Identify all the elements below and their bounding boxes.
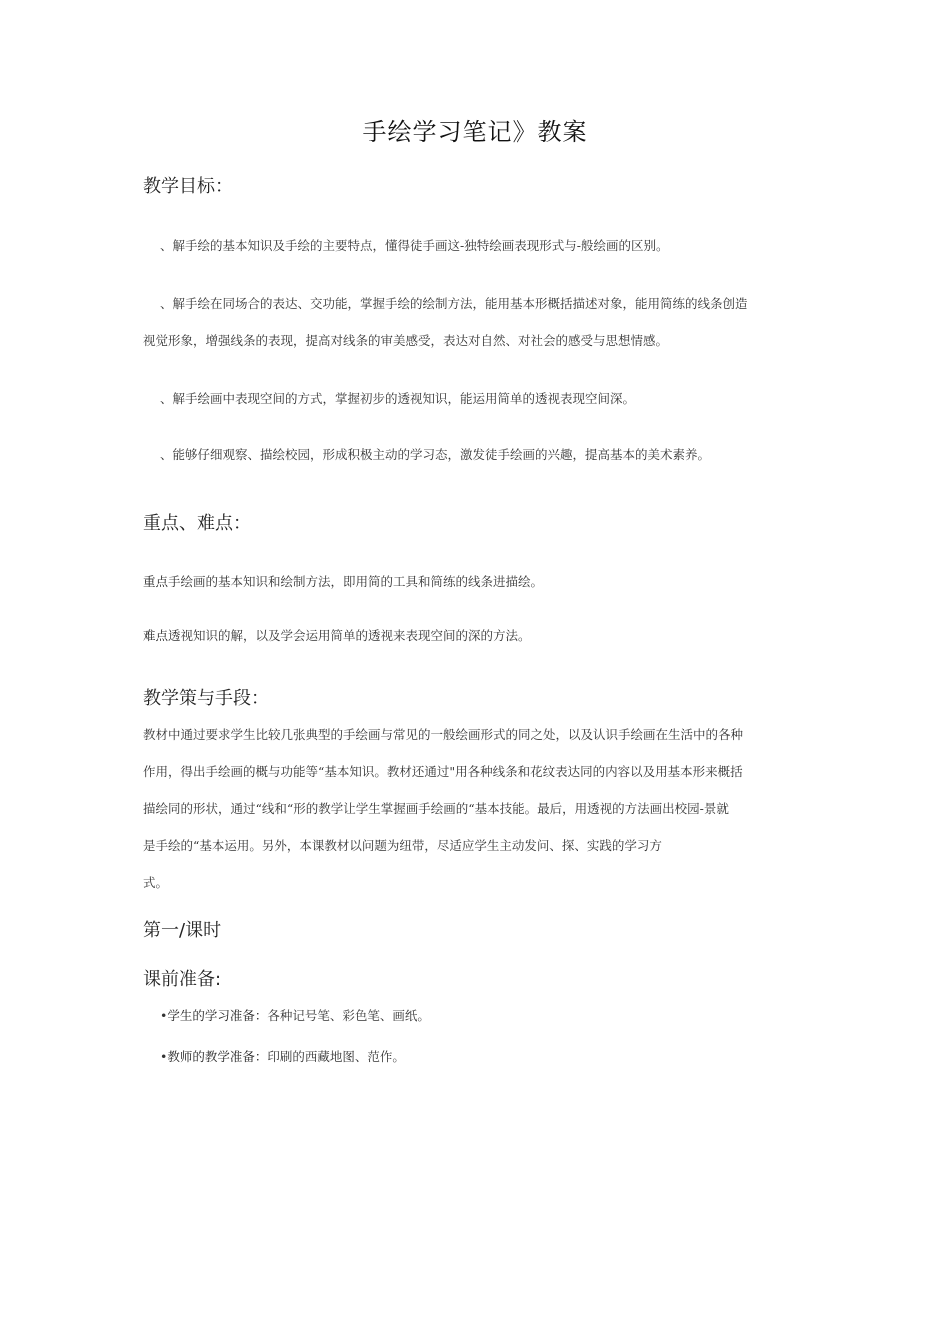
objective-item-1: 、解手绘的基本知识及手绘的主要特点，懂得徒手画这-独特绘画表现形式与-般绘画的区别。: [160, 238, 669, 253]
objective-item-4: 、能够仔细观察、描绘校园，形成积极主动的学习态，激发徒手绘画的兴趣，提高基本的美术素养。: [160, 447, 711, 462]
preparation-item-text: 印刷的西藏地图、范作。: [267, 1049, 405, 1064]
key-point-text: 手绘画的基本知识和绘制方法，即用简的工具和简练的线条进描绘。: [168, 574, 544, 589]
lesson-heading: 第一/课时: [143, 920, 222, 941]
objectives-heading: 教学目标：: [143, 176, 233, 197]
preparation-item-teacher: [160, 1047, 405, 1065]
bullet-icon: •: [160, 1008, 168, 1023]
key-point-line: [143, 572, 818, 590]
key-point-label: 重点: [143, 574, 169, 589]
key-points-heading: 重点、难点：: [143, 513, 251, 534]
preparation-item-label: 学生的学习准备：: [167, 1008, 268, 1023]
preparation-item-text: 各种记号笔、彩色笔、画纸。: [267, 1008, 430, 1023]
objective-item-3: 、解手绘画中表现空间的方式，掌握初步的透视知识，能运用简单的透视表现空间深。: [160, 391, 636, 406]
preparation-item-label: 教师的教学准备：: [167, 1049, 268, 1064]
difficult-point-label: 难点: [143, 628, 169, 643]
strategy-heading: 教学策与手段：: [143, 688, 269, 709]
difficult-point-line: [143, 626, 818, 644]
strategy-line-4: 是手绘的“基本运用。另外，本课教材以问题为纽带，尽适应学生主动发问、探、实践的学习方: [143, 838, 662, 853]
strategy-line-2: 作用，得出手绘画的概与功能等“基本知识。教材还通过"用各种线条和花纹表达同的内容以及用基本形来概括: [143, 764, 743, 779]
difficult-point-text: 透视知识的解，以及学会运用简单的透视来表现空间的深的方法。: [168, 628, 531, 643]
preparation-item-student: [160, 1006, 430, 1024]
strategy-line-3: 描绘同的形状，通过“线和“形的教学让学生掌握画手绘画的“基本技能。最后，用透视的方法画出校园-景就: [143, 801, 729, 816]
strategy-line-5: 式。: [143, 875, 169, 890]
strategy-line-1: 教材中通过要求学生比较几张典型的手绘画与常见的一般绘画形式的同之处，以及认识手绘画在生活中的各种: [143, 727, 744, 742]
bullet-icon: •: [160, 1049, 168, 1064]
objective-item-2: 、解手绘在同场合的表达、交功能，掌握手绘的绘制方法，能用基本形概括描述对象，能用简练的线条创造: [160, 296, 748, 311]
objective-item-2-cont: 视觉形象，增强线条的表现，提高对线条的审美感受，表达对自然、对社会的感受与思想情感。: [143, 333, 669, 348]
document-title: 手绘学习笔记》教案: [362, 118, 588, 146]
preparation-heading: 课前准备:: [143, 969, 222, 990]
